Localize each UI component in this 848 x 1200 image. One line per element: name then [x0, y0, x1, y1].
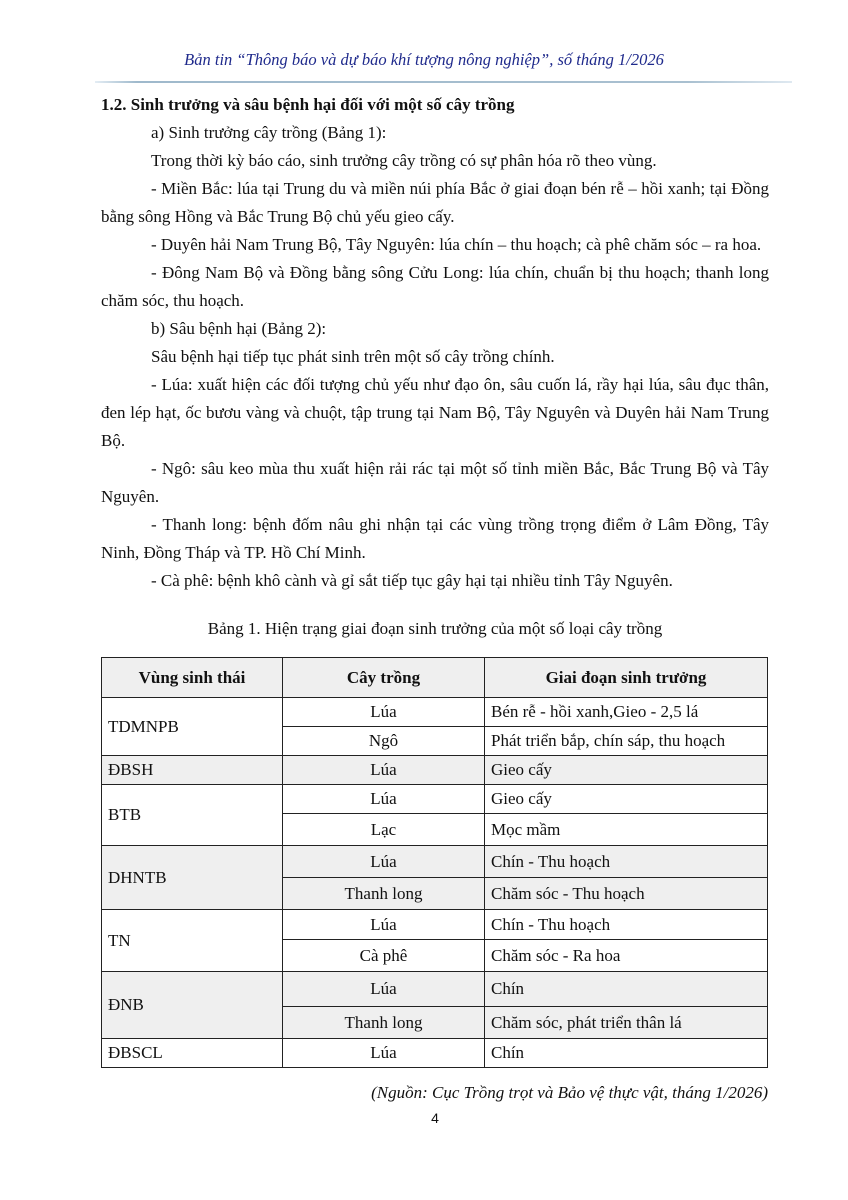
- stage-cell: Bén rễ - hồi xanh,Gieo - 2,5 lá: [485, 698, 768, 727]
- column-header-region: Vùng sinh thái: [102, 658, 283, 698]
- paragraph: a) Sinh trưởng cây trồng (Bảng 1):: [151, 123, 387, 142]
- section-body: [101, 91, 769, 595]
- paragraph: - Thanh long: bệnh đốm nâu ghi nhận tại các vùng trồng trọng điểm ở Lâm Đồng, Tây Ninh, Đồng Tháp và TP. Hồ Chí Minh.: [101, 515, 769, 562]
- region-cell: ĐBSCL: [102, 1039, 283, 1068]
- stage-cell: Phát triển bắp, chín sáp, thu hoạch: [485, 727, 768, 756]
- crop-cell: Lúa: [283, 785, 485, 814]
- column-header-crop: Cây trồng: [283, 658, 485, 698]
- stage-cell: Chăm sóc - Ra hoa: [485, 940, 768, 972]
- paragraph: Sâu bệnh hại tiếp tục phát sinh trên một số cây trồng chính.: [151, 347, 555, 366]
- table-row: [102, 846, 768, 878]
- paragraph: b) Sâu bệnh hại (Bảng 2):: [151, 319, 327, 338]
- crop-cell: Lạc: [283, 814, 485, 846]
- table-header-row: [102, 658, 768, 698]
- stage-cell: Gieo cấy: [485, 785, 768, 814]
- crop-cell: Lúa: [283, 910, 485, 940]
- paragraph: - Lúa: xuất hiện các đối tượng chủ yếu như đạo ôn, sâu cuốn lá, rầy hại lúa, sâu đục thân, đen lép hạt, ốc bươu vàng và chuột, tập trung tại Nam Bộ, Tây Nguyên và Duyên hải Nam Trung Bộ.: [101, 375, 769, 450]
- running-header: Bản tin “Thông báo và dự báo khí tượng nông nghiệp”, số tháng 1/2026: [184, 50, 664, 69]
- paragraph: - Ngô: sâu keo mùa thu xuất hiện rải rác tại một số tỉnh miền Bắc, Bắc Trung Bộ và Tây Nguyên.: [101, 459, 769, 506]
- paragraph: - Miền Bắc: lúa tại Trung du và miền núi phía Bắc ở giai đoạn bén rễ – hồi xanh; tại Đồng bằng sông Hồng và Bắc Trung Bộ chủ yếu gieo cấy.: [101, 179, 769, 226]
- region-cell: ĐBSH: [102, 756, 283, 785]
- stage-cell: Mọc mầm: [485, 814, 768, 846]
- table-row: [102, 910, 768, 940]
- crop-cell: Lúa: [283, 756, 485, 785]
- page-number: 4: [431, 1110, 439, 1126]
- table-source-note: (Nguồn: Cục Trồng trọt và Bảo vệ thực vật, tháng 1/2026): [371, 1083, 768, 1102]
- paragraph: - Đông Nam Bộ và Đồng bằng sông Cửu Long: lúa chín, chuẩn bị thu hoạch; thanh long chăm sóc, thu hoạch.: [101, 263, 769, 310]
- crop-cell: Ngô: [283, 727, 485, 756]
- stage-cell: Chín - Thu hoạch: [485, 910, 768, 940]
- paragraph: - Duyên hải Nam Trung Bộ, Tây Nguyên: lúa chín – thu hoạch; cà phê chăm sóc – ra hoa.: [151, 235, 762, 254]
- table-row: [102, 756, 768, 785]
- region-cell: DHNTB: [102, 846, 283, 910]
- region-cell: ĐNB: [102, 972, 283, 1039]
- stage-cell: Chăm sóc, phát triển thân lá: [485, 1007, 768, 1039]
- table-row: [102, 972, 768, 1007]
- stage-cell: Chín: [485, 972, 768, 1007]
- crop-cell: Lúa: [283, 846, 485, 878]
- region-cell: TN: [102, 910, 283, 972]
- header-rule: [95, 81, 792, 83]
- paragraph: Trong thời kỳ báo cáo, sinh trưởng cây trồng có sự phân hóa rõ theo vùng.: [151, 151, 657, 170]
- crop-cell: Lúa: [283, 972, 485, 1007]
- stage-cell: Gieo cấy: [485, 756, 768, 785]
- stage-cell: Chín: [485, 1039, 768, 1068]
- crop-cell: Thanh long: [283, 878, 485, 910]
- crop-cell: Lúa: [283, 1039, 485, 1068]
- crop-cell: Cà phê: [283, 940, 485, 972]
- growth-stage-table: [101, 657, 768, 1068]
- section-title: 1.2. Sinh trưởng và sâu bệnh hại đối với một số cây trồng: [101, 95, 515, 114]
- region-cell: TDMNPB: [102, 698, 283, 756]
- table-row: [102, 785, 768, 814]
- table-row: [102, 1039, 768, 1068]
- crop-cell: Thanh long: [283, 1007, 485, 1039]
- column-header-stage: Giai đoạn sinh trưởng: [485, 658, 768, 698]
- stage-cell: Chăm sóc - Thu hoạch: [485, 878, 768, 910]
- crop-cell: Lúa: [283, 698, 485, 727]
- table-row: [102, 698, 768, 727]
- table-caption: Bảng 1. Hiện trạng giai đoạn sinh trưởng của một số loại cây trồng: [207, 619, 663, 638]
- paragraph: - Cà phê: bệnh khô cành và gỉ sắt tiếp tục gây hại tại nhiều tỉnh Tây Nguyên.: [151, 571, 673, 590]
- region-cell: BTB: [102, 785, 283, 846]
- stage-cell: Chín - Thu hoạch: [485, 846, 768, 878]
